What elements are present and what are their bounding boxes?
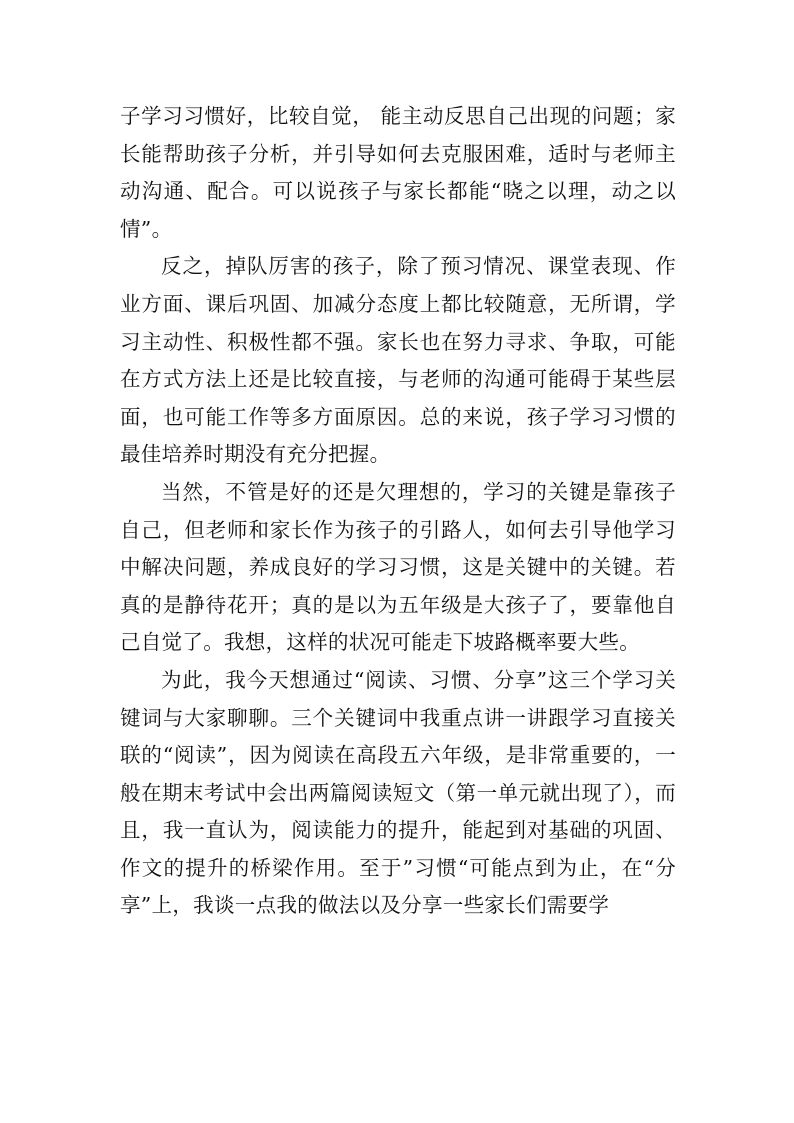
paragraph-1: 子学习习惯好，比较自觉， 能主动反思自己出现的问题；家长能帮助孩子分析，并引导如何去克服困难，适时与老师主动沟通、配合。可以说孩子与家长都能“晓之以理，动之以情”。: [120, 104, 676, 241]
paragraph-3: 当然，不管是好的还是欠理想的，学习的关键是靠孩子自己，但老师和家长作为孩子的引路人，如何去引导他学习中解决问题，养成良好的学习习惯，这是关键中的关键。若真的是静待花开；真的是以为五年级是大孩子了，要靠他自己自觉了。我想，这样的状况可能走下坡路概率要大些。: [120, 479, 676, 655]
paragraph-4: 为此，我今天想通过“阅读、习惯、分享”这三个学习关键词与大家聊聊。三个关键词中我重点讲一讲跟学习直接关联的“阅读”，因为阅读在高段五六年级，是非常重要的，一般在期末考试中会出两篇阅读短文（第一单元就出现了），而且，我一直认为，阅读能力的提升，能起到对基础的巩固、作文的提升的桥梁作用。至于”习惯“可能点到为止，在“分享”上，我谈一点我的做法以及分享一些家长们需要学: [120, 667, 676, 918]
paragraph-2: 反之，掉队厉害的孩子，除了预习情况、课堂表现、作业方面、课后巩固、加减分态度上都比较随意，无所谓，学习主动性、积极性都不强。家长也在努力寻求、争取，可能在方式方法上还是比较直接，与老师的沟通可能碍于某些层面，也可能工作等多方面原因。总的来说，孩子学习习惯的最佳培养时期没有充分把握。: [120, 254, 676, 467]
body-text: [120, 98, 676, 925]
